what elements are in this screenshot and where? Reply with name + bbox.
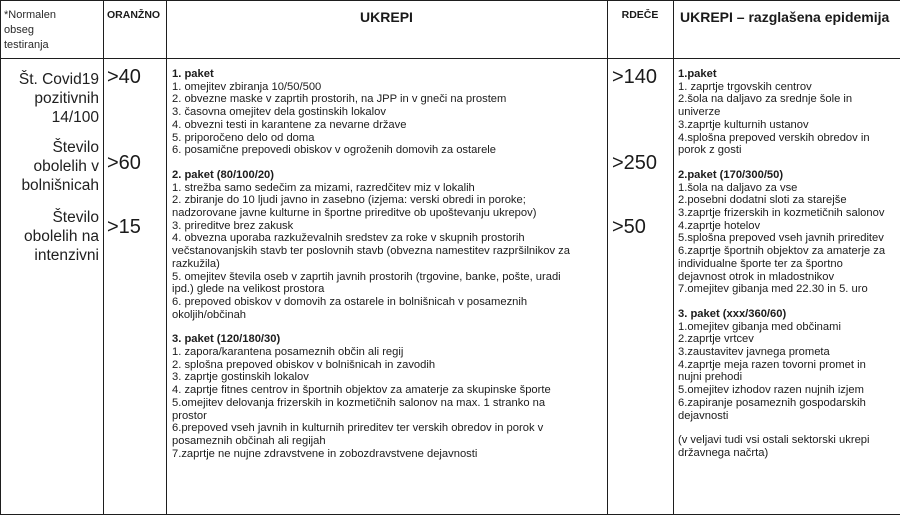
criterion-line: Št. Covid19 <box>18 71 99 88</box>
header-epidemic-measures: UKREPI – razglašena epidemija <box>680 9 890 25</box>
measure-line: 3. prireditve brez zakusk <box>172 219 294 232</box>
col-border-1 <box>103 0 104 515</box>
measure-line: 4. obvezni testi in karantene za nevarne države <box>172 118 407 131</box>
criterion-line: obolelih v <box>33 158 99 175</box>
measure-line: nadzorovane javne kulturne in športne prireditve ob upoštevanju ukrepov) <box>172 207 537 220</box>
table-top-border <box>0 0 900 1</box>
measure-line: individualne športe ter za športno <box>678 257 843 270</box>
measure-line: okoljih/občinah <box>172 308 247 321</box>
package-heading: 2. paket (80/100/20) <box>172 168 274 181</box>
criterion-line: Število <box>52 139 99 156</box>
measure-line: 3. časovna omejitev dela gostinskih lokalov <box>172 106 386 119</box>
measure-line: 2.posebni dodatni sloti za starejše <box>678 194 847 207</box>
header-orange: ORANŽNO <box>107 9 161 21</box>
orange-threshold-intensive: >15 <box>107 216 141 238</box>
measure-line: 5.splošna prepoved vseh javnih prireditev <box>678 232 884 245</box>
measure-line: 2.šola na daljavo za srednje šole in <box>678 93 853 106</box>
orange-measures-list <box>172 68 604 460</box>
header-bottom-border <box>0 58 900 59</box>
measure-line: 5.omejitev izhodov razen nujnih izjem <box>678 384 864 397</box>
measure-line: 6.zapiranje posameznih gospodarskih <box>678 396 866 409</box>
header-red: RDEČE <box>621 9 659 21</box>
header-normal-testing <box>4 8 100 53</box>
measure-line: 7.zaprtje ne nujne zdravstvene in zobozdravstvene dejavnosti <box>172 447 478 460</box>
measure-line: 5.omejitev delovanja frizerskih in kozmetičnih salonov na max. 1 stranko na <box>172 396 546 409</box>
criterion-line: obolelih na <box>24 228 99 245</box>
col-border-3 <box>607 0 608 515</box>
package-heading: 3. paket (xxx/360/60) <box>678 307 787 320</box>
col-border-4 <box>673 0 674 515</box>
measure-line: 1.šola na daljavo za vse <box>678 181 798 194</box>
header-normal-testing-line: obseg <box>4 24 34 36</box>
measure-line: 2. zbiranje do 10 ljudi javno in zasebno (izjema: verski obredi in poroke; <box>172 194 526 207</box>
red-threshold-hospitalized: >250 <box>612 152 658 174</box>
measure-line: 6.prepoved vseh javnih in kulturnih prireditev ter verskih obredov in porok v <box>172 422 544 435</box>
measure-line: dejavnost otrok in mladostnikov <box>678 270 835 283</box>
measure-line: porok z gosti <box>678 144 742 157</box>
col-border-0 <box>0 0 1 515</box>
criterion-line: pozitivnih <box>34 90 99 107</box>
measure-line: 2. splošna prepoved obiskov v bolnišnicah in zavodih <box>172 358 436 371</box>
measure-line: 4.zaprtje meja razen tovorni promet in <box>678 358 866 371</box>
measure-line: prostor <box>172 409 207 422</box>
measure-line: 2. obvezne maske v zaprtih prostorih, na JPP in v gneči na prostem <box>172 93 507 106</box>
orange-threshold-hospitalized: >60 <box>107 152 141 174</box>
criterion-line: bolnišnicah <box>21 177 99 194</box>
red-threshold-intensive: >50 <box>612 216 646 238</box>
measure-line: 6. prepoved obiskov v domovih za ostarele in bolnišnicah v posameznih <box>172 295 528 308</box>
measure-line: večstanovanjskih stavb ter poslovnih stavb (obvezna namestitev razpršilnikov za <box>172 245 570 258</box>
measure-line: dejavnosti <box>678 409 729 422</box>
measure-line: 4.zaprtje hotelov <box>678 219 761 232</box>
measure-line: 1.omejitev gibanja med občinami <box>678 320 841 333</box>
measure-line: 6. posamične prepovedi obiskov v ogroženih domovih za ostarele <box>172 144 497 157</box>
header-normal-testing-line: testiranja <box>4 39 49 51</box>
package-spacer <box>678 157 898 169</box>
measure-line: 5. priporočeno delo od doma <box>172 131 315 144</box>
measure-line: 5. omejitev števila oseb v zaprtih javnih prostorih (trgovine, banke, pošte, uradi <box>172 270 561 283</box>
package-spacer <box>172 157 604 169</box>
measure-line: 4. obvezna uporaba razkuževalnih sredstev za roke v skupnih prostorih <box>172 232 525 245</box>
measure-line: razkužila) <box>172 257 220 270</box>
measure-line: 1. zaprtje trgovskih centrov <box>678 80 812 93</box>
criterion-line: 14/100 <box>51 109 99 126</box>
measure-line: 3.zaustavitev javnega prometa <box>678 346 830 359</box>
criterion-intensive-care <box>2 208 99 265</box>
measure-line: posameznih občinah ali regijah <box>172 434 326 447</box>
measure-line: 1. omejitev zbiranja 10/50/500 <box>172 80 322 93</box>
measure-line: (v veljavi tudi vsi ostali sektorski ukrepi <box>678 434 870 447</box>
package-spacer <box>678 422 898 434</box>
red-measures-list <box>678 68 898 460</box>
measure-line: 6.zaprtje športnih objektov za amaterje za <box>678 245 886 258</box>
package-heading: 1. paket <box>172 68 214 80</box>
measure-line: 2.zaprtje vrtcev <box>678 333 754 346</box>
col-border-2 <box>166 0 167 515</box>
criterion-line: intenzivni <box>34 247 99 264</box>
measure-line: 3.zaprtje frizerskih in kozmetičnih salonov <box>678 207 885 220</box>
package-heading: 3. paket (120/180/30) <box>172 333 281 346</box>
package-heading: 1.paket <box>678 68 717 80</box>
measure-line: ipd.) glede na velikost prostora <box>172 283 325 296</box>
orange-threshold-cases: >40 <box>107 66 141 88</box>
measure-line: 7.omejitev gibanja med 22.30 in 5. uro <box>678 283 868 296</box>
measure-line: državnega načrta) <box>678 446 769 459</box>
criterion-line: Število <box>52 209 99 226</box>
package-heading: 2.paket (170/300/50) <box>678 168 784 181</box>
header-normal-testing-line: *Normalen <box>4 9 56 21</box>
measure-line: 3.zaprtje kulturnih ustanov <box>678 118 809 131</box>
package-spacer <box>172 321 604 333</box>
measure-line: univerze <box>678 106 721 119</box>
measure-line: 3. zaprtje gostinskih lokalov <box>172 371 309 384</box>
table-bottom-border <box>0 514 900 515</box>
measure-line: 1. zapora/karantena posameznih občin ali regij <box>172 346 404 359</box>
measure-line: nujni prehodi <box>678 371 743 384</box>
measure-line: 4.splošna prepoved verskih obredov in <box>678 131 870 144</box>
header-measures: UKREPI <box>360 9 413 25</box>
measure-line: 1. strežba samo sedečim za mizami, razredčitev miz v lokalih <box>172 181 475 194</box>
criterion-positive-cases <box>2 70 99 127</box>
measure-line: 4. zaprtje fitnes centrov in športnih objektov za amaterje za skupinske športe <box>172 384 551 397</box>
red-threshold-cases: >140 <box>612 66 658 88</box>
package-spacer <box>678 296 898 308</box>
criterion-hospitalized <box>2 138 99 195</box>
